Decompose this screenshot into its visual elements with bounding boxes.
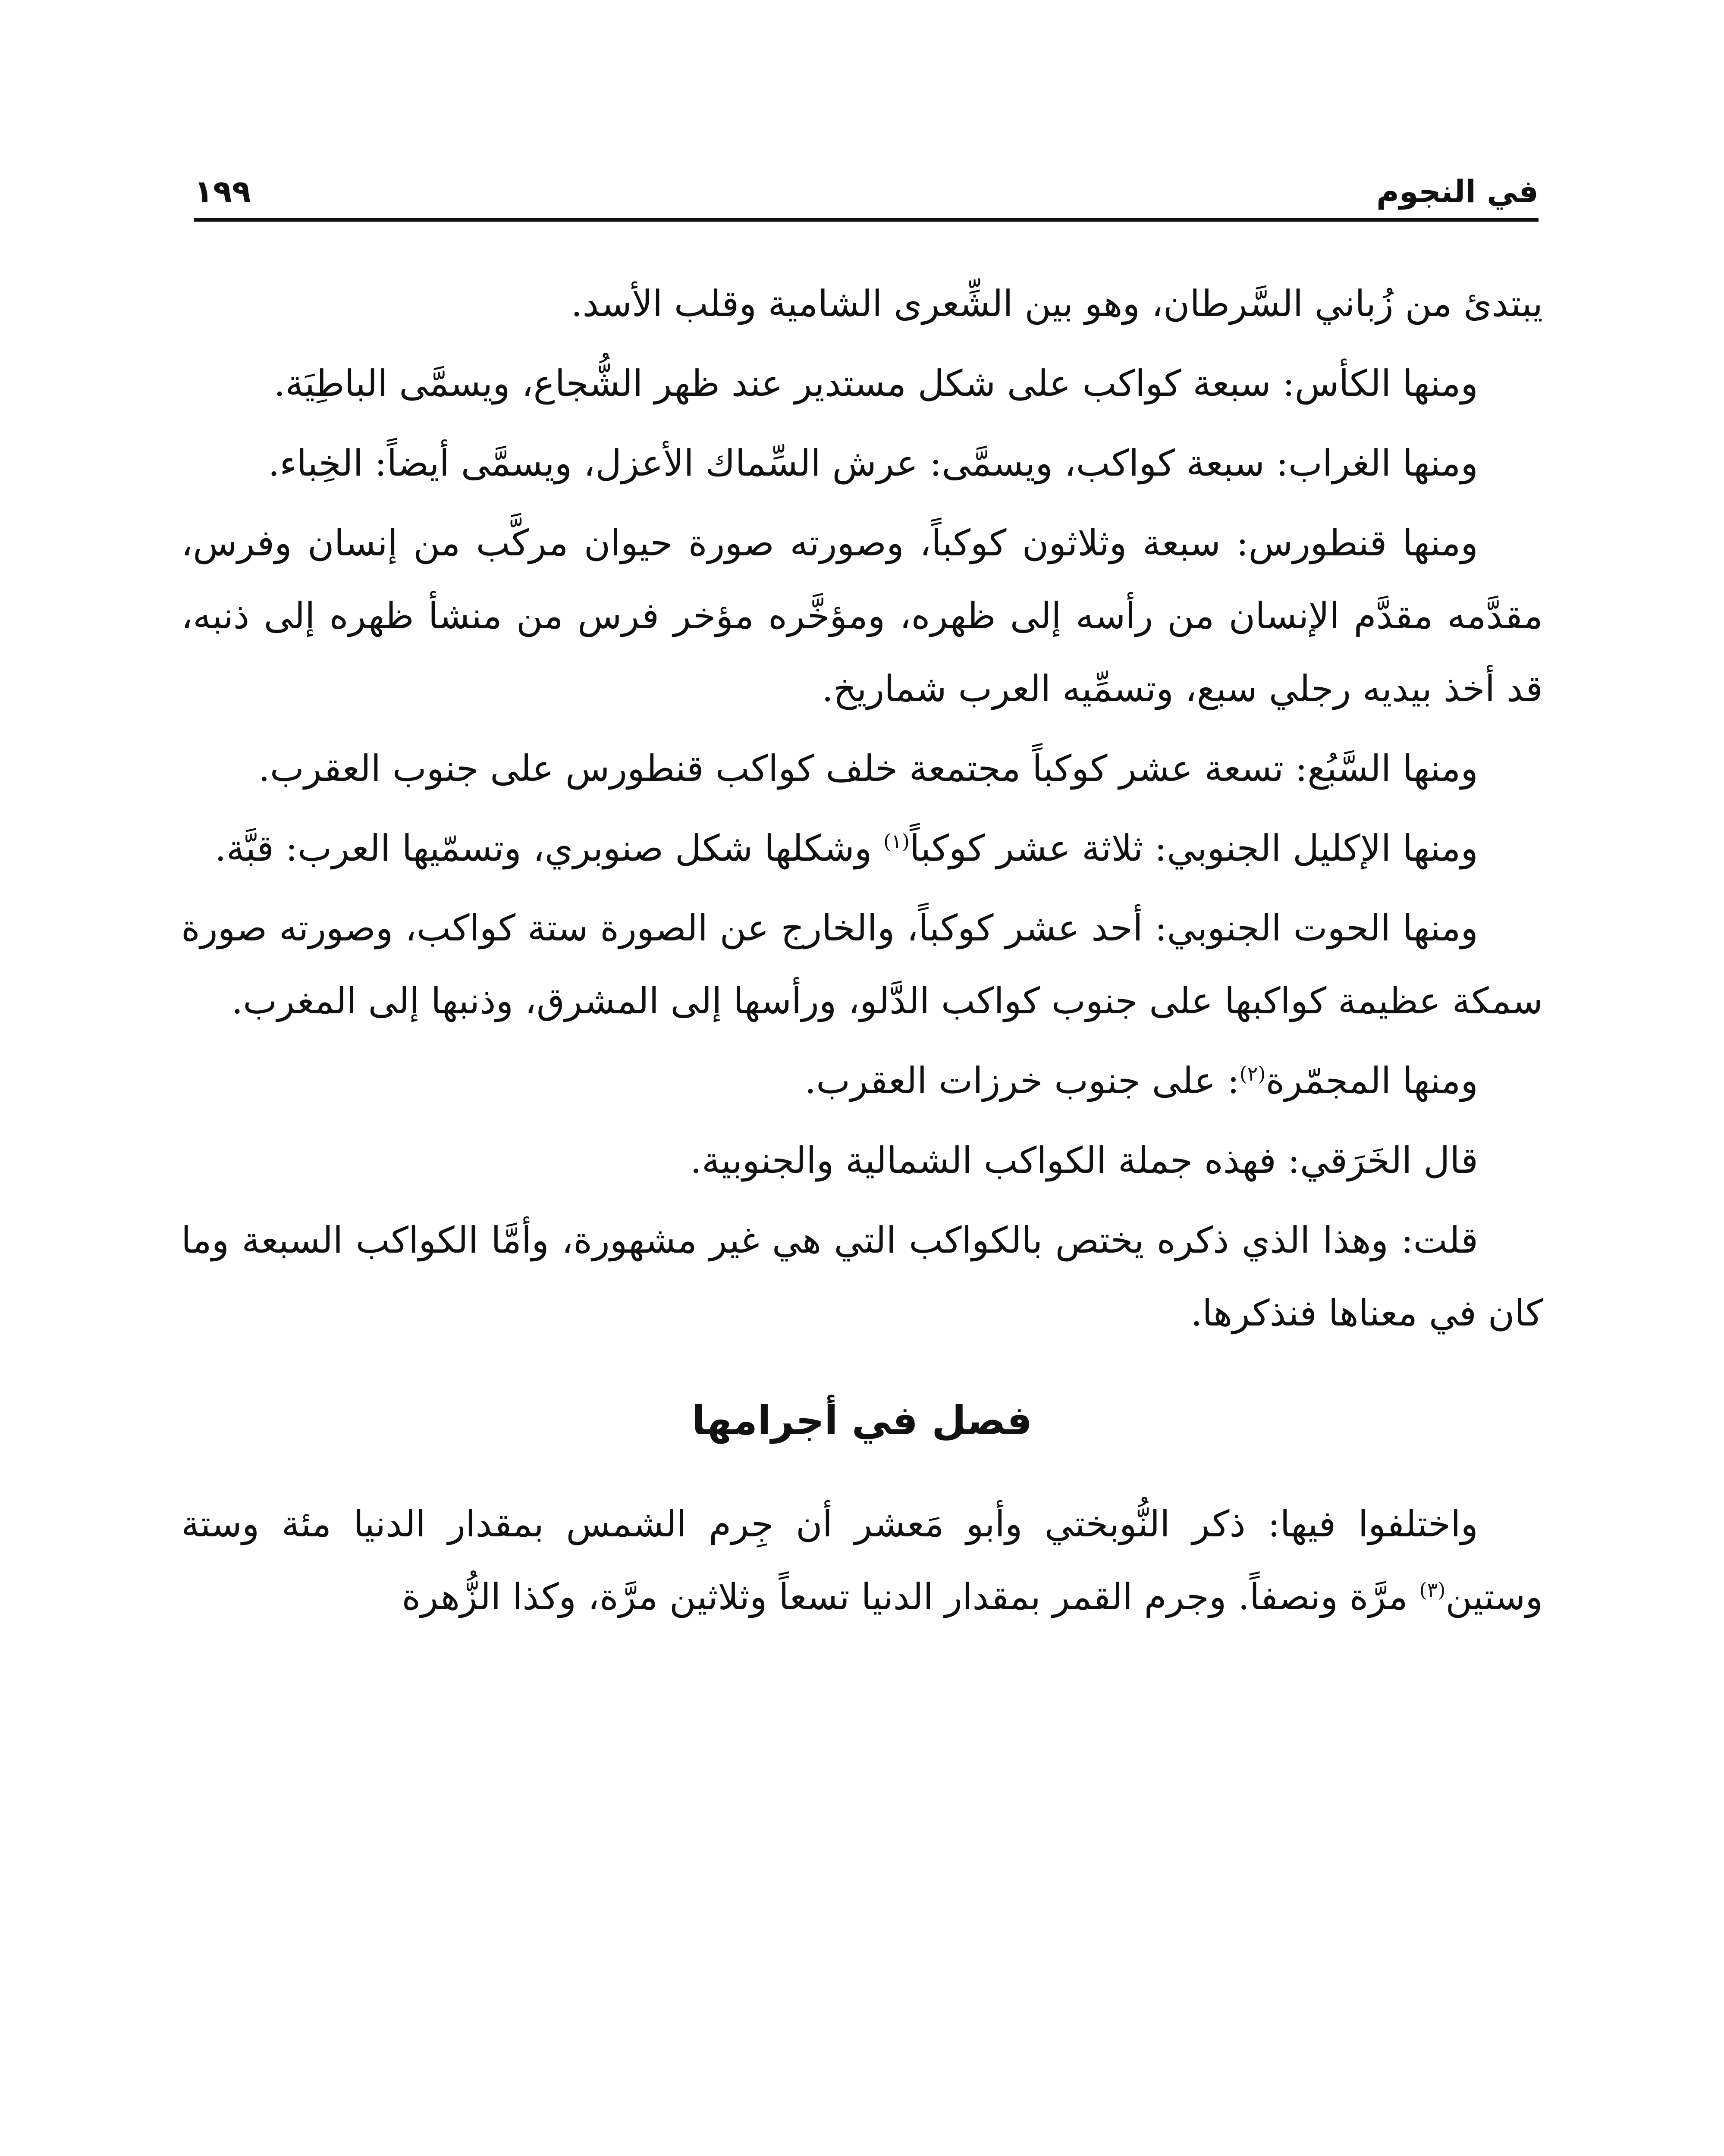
paragraph-ajram-text-end: مرَّة ونصفاً. وجرم القمر بمقدار الدنيا تسعاً وثلاثين مرَّة، وكذا الزُّهرة <box>402 1576 1419 1618</box>
paragraph-kas: ومنها الكأس: سبعة كواكب على شكل مستدير عند ظهر الشُّجاع، ويسمَّى الباطِيَة. <box>273 362 1478 404</box>
footnote-marker-3: (٣) <box>1419 1578 1446 1602</box>
running-title: في النجوم <box>1376 173 1539 210</box>
header-rule <box>194 218 1539 222</box>
paragraph-hut: ومنها الحوت الجنوبي: أحد عشر كوكباً، والخارج عن الصورة ستة كواكب، وصورته صورة سمكة عظيمة كواكبها على جنوب كواكب الدَّلو، ورأسها إلى المشرق، وذنبها إلى المغرب. <box>181 907 1543 1022</box>
paragraph-qantoros: ومنها قنطورس: سبعة وثلاثون كوكباً، وصورته صورة حيوان مركَّب من إنسان وفرس، مقدَّمه مقدَّم الإنسان من رأسه إلى ظهره، ومؤخَّره مؤخر فرس من منشأ ظهره إلى ذنبه، قد أخذ بيديه رجلي سبع، وتسمِّيه العرب شماريخ. <box>181 522 1543 710</box>
paragraph-qultu: قلت: وهذا الذي ذكره يختص بالكواكب التي هي غير مشهورة، وأمَّا الكواكب السبعة وما كان في معناها فنذكرها. <box>181 1219 1543 1334</box>
section-heading: فصل في أجرامها <box>691 1398 1033 1444</box>
paragraph-kharqi: قال الخَرَقي: فهذه جملة الكواكب الشمالية والجنوبية. <box>690 1139 1478 1181</box>
footnote-marker-1: (١) <box>883 830 910 853</box>
paragraph-mijmara-text-end: : على جنوب خرزات العقرب. <box>804 1059 1240 1102</box>
paragraph-1: يبتدئ من زُباني السَّرطان، وهو بين الشِّعرى الشامية وقلب الأسد. <box>571 282 1543 325</box>
paragraph-ajram-text: واختلفوا فيها: ذكر النُّوبختي وأبو مَعشر أن جِرم الشمس بمقدار الدنيا مئة وستة وستين <box>181 1503 1543 1618</box>
paragraph-sabu: ومنها السَّبُع: تسعة عشر كوكباً مجتمعة خلف كواكب قنطورس على جنوب العقرب. <box>258 747 1478 790</box>
paragraph-iklil <box>181 812 1543 885</box>
paragraph-iklil-text-end: وشكلها شكل صنوبري، وتسمّيها العرب: قبَّة. <box>214 827 884 869</box>
paragraph-iklil-text: ومنها الإكليل الجنوبي: ثلاثة عشر كوكباً <box>910 827 1478 869</box>
paragraph-mijmara <box>181 1044 1543 1117</box>
main-text <box>181 267 1543 1640</box>
paragraph-mijmara-text: ومنها المجمّرة <box>1266 1059 1478 1102</box>
footnote-marker-2: (٢) <box>1239 1062 1266 1085</box>
page-number: ١٩٩ <box>194 173 251 210</box>
running-header <box>194 142 1539 210</box>
paragraph-ghurab: ومنها الغراب: سبعة كواكب، ويسمَّى: عرش السِّماك الأعزل، ويسمَّى أيضاً: الخِباء. <box>268 442 1478 484</box>
paragraph-ajram <box>181 1488 1543 1633</box>
